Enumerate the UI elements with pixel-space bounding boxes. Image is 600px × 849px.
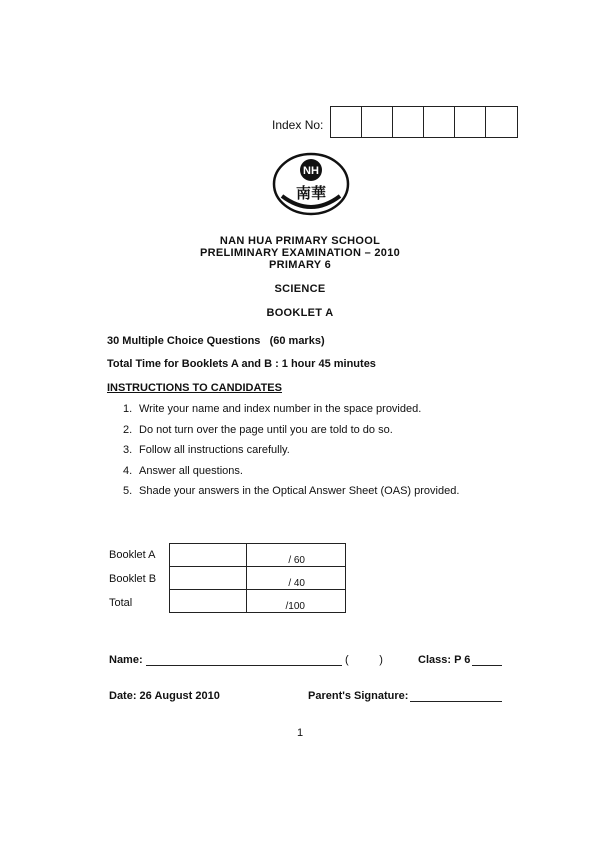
- index-box[interactable]: [486, 107, 517, 137]
- signature-label: Parent's Signature:: [308, 690, 409, 702]
- logo-chinese-text: 南華: [295, 184, 327, 202]
- list-item: 1. Write your name and index number in the space provided.: [123, 403, 422, 415]
- signature-field[interactable]: [410, 701, 502, 702]
- exam-title: PRELIMINARY EXAMINATION – 2010: [199, 247, 401, 259]
- marks-labels: [109, 543, 156, 615]
- table-row: [170, 590, 346, 613]
- school-name: NAN HUA PRIMARY SCHOOL: [219, 235, 381, 247]
- list-item: 5. Shade your answers in the Optical Answer Sheet (OAS) provided.: [123, 485, 460, 497]
- index-box[interactable]: [424, 107, 455, 137]
- index-box[interactable]: [455, 107, 486, 137]
- school-logo: [272, 152, 350, 216]
- subject: SCIENCE: [274, 283, 326, 295]
- time-info: Total Time for Booklets A and B : 1 hour 45 minutes: [107, 358, 376, 370]
- index-box[interactable]: [331, 107, 362, 137]
- index-box[interactable]: [393, 107, 424, 137]
- marks-label-total: Total: [109, 597, 133, 609]
- table-row: [170, 544, 346, 567]
- max-marks-cell: / 40: [247, 567, 346, 590]
- index-box[interactable]: [362, 107, 393, 137]
- class-field[interactable]: [472, 665, 502, 666]
- list-item: 4. Answer all questions.: [123, 464, 243, 477]
- list-item: 3. Follow all instructions carefully.: [123, 444, 290, 456]
- page-number: 1: [296, 727, 304, 739]
- class-label: Class: P 6: [418, 654, 471, 666]
- name-field[interactable]: [146, 665, 342, 666]
- max-marks-cell: / 60: [247, 544, 346, 567]
- instructions-heading: INSTRUCTIONS TO CANDIDATES: [107, 382, 282, 394]
- questions-info: 30 Multiple Choice Questions (60 marks): [107, 335, 325, 347]
- list-item: 2. Do not turn over the page until you are told to do so.: [123, 423, 393, 436]
- index-number-label: Index No:: [272, 118, 324, 132]
- table-row: [170, 567, 346, 590]
- level: PRIMARY 6: [269, 259, 331, 271]
- score-cell[interactable]: [170, 544, 247, 567]
- instructions-list: [123, 403, 459, 506]
- score-cell[interactable]: [170, 567, 247, 590]
- register-number-parens: ( ): [345, 654, 383, 666]
- index-number-boxes[interactable]: [330, 106, 518, 138]
- marks-table: [169, 543, 346, 613]
- max-marks-cell: /100: [247, 590, 346, 613]
- marks-label-booklet-a: Booklet A: [109, 549, 156, 561]
- booklet-title: BOOKLET A: [266, 307, 334, 319]
- marks-label-booklet-b: Booklet B: [109, 573, 157, 585]
- name-label: Name:: [109, 654, 143, 666]
- score-cell[interactable]: [170, 590, 247, 613]
- logo-letters: NH: [303, 165, 319, 177]
- date-text: Date: 26 August 2010: [109, 690, 220, 702]
